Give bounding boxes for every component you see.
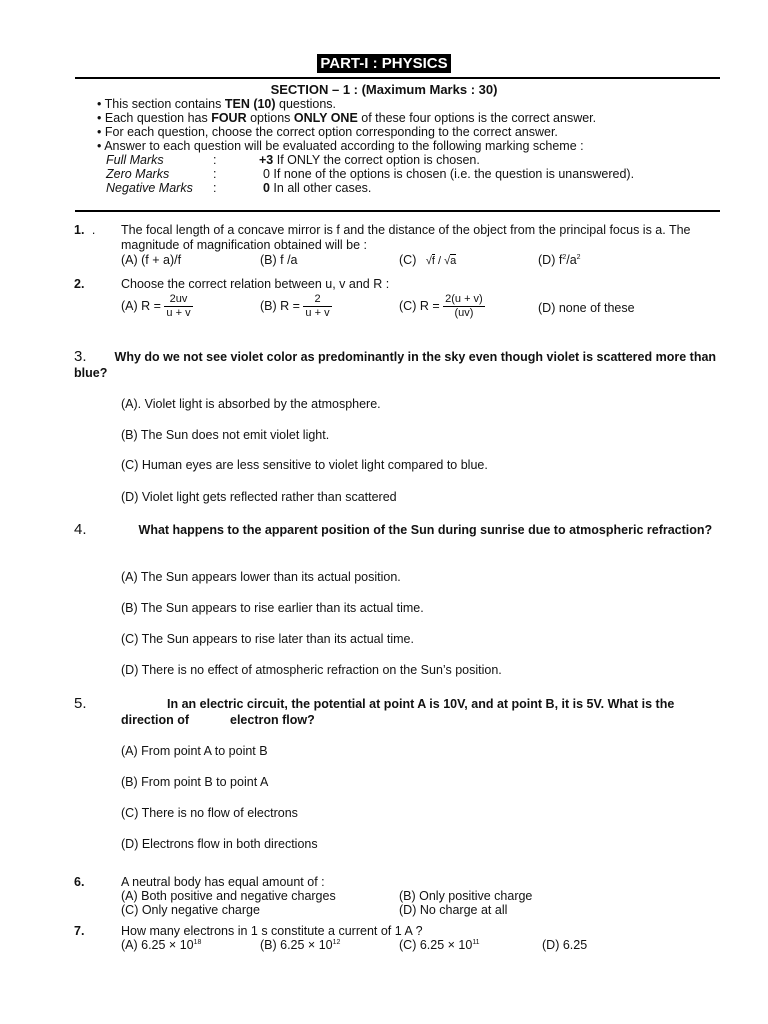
sqrt-icon: √f / √a [425,255,457,267]
marking-label: Zero Marks [106,167,170,181]
instruction-2: • Each question has FOUR options ONLY ONE of these four options is the correct answer. [97,111,597,125]
q7-option-a: (A) $6.25 \times 10^{18}$ [121,938,202,952]
marking-value: 0 In all other cases. [263,181,372,195]
question-2-text: Choose the correct relation between u, v and R : [121,277,390,291]
q5-option-c: (C) There is no flow of electrons [121,806,298,820]
instruction-1: • This section contains TEN (10) questions. [97,97,337,111]
q3-option-a: (A). Violet light is absorbed by the atmosphere. [121,397,381,411]
marking-label: Full Marks [106,153,164,167]
marking-colon: : [213,181,217,195]
q1-option-d: (D) $f^2/a^2$ [538,253,581,267]
q3-option-c: (C) Human eyes are less sensitive to violet light compared to blue. [121,458,488,472]
marking-colon: : [213,167,217,181]
q4-option-d: (D) There is no effect of atmospheric refraction on the Sun’s position. [121,663,502,677]
q6-option-c: (C) Only negative charge [121,903,260,917]
q7-option-d: (D) 6.25 [542,938,588,952]
question-4-text: 4. What happens to the apparent position of the Sun during sunrise due to atmospheric refraction? [74,521,713,538]
question-7-number: 7. [74,924,85,938]
section-title: SECTION – 1 : (Maximum Marks : 30) [270,82,498,97]
marking-label: Negative Marks [106,181,193,195]
top-rule [75,77,720,79]
q4-option-a: (A) The Sun appears lower than its actual position. [121,570,401,584]
q5-option-a: (A) From point A to point B [121,744,268,758]
q6-option-d: (D) No charge at all [399,903,508,917]
q5-option-d: (D) Electrons flow in both directions [121,837,318,851]
q7-option-c: (C) $6.25 \times 10^{11}$ [399,938,480,952]
question-2-number: 2. [74,277,85,291]
question-5-number: 5. [74,695,87,712]
marking-colon: : [213,153,217,167]
section-rule [75,210,720,212]
q6-option-a: (A) Both positive and negative charges [121,889,336,903]
q2-option-c: (C) R = $\frac{2(u + v)}{(uv)}$ [399,293,483,319]
question-5-text-line1: In an electric circuit, the potential at point A is 10V, and at point B, it is 5V. What is the [167,697,675,711]
q2-option-b: (B) R = $\frac{2}{u + v}$ [260,293,330,319]
q7-option-b: (B) $6.25 \times 10^{12}$ [260,938,341,952]
question-5-text-line2b: electron flow? [230,713,315,727]
q2-option-a: (A) R = $\frac{2uv}{u + v}$ [121,293,191,319]
q1-option-b: (B) f /a [260,253,298,267]
q4-option-b: (B) The Sun appears to rise earlier than its actual time. [121,601,424,615]
part-title: PART-I : PHYSICS [0,55,768,72]
question-1-number: 1. . [74,223,96,237]
instruction-3: • For each question, choose the correct option corresponding to the correct answer. [97,125,558,139]
q2-option-d: (D) none of these [538,301,635,315]
q6-option-b: (B) Only positive charge [399,889,533,903]
q1-option-c: (C) √f / √a [399,253,457,267]
q4-option-c: (C) The Sun appears to rise later than its actual time. [121,632,414,646]
q3-option-b: (B) The Sun does not emit violet light. [121,428,330,442]
instruction-4: • Answer to each question will be evaluated according to the following marking scheme : [97,139,584,153]
q1-option-a: (A) (f + a)/f [121,253,182,267]
question-5-text-line2a: direction of [121,713,190,727]
question-3-text: 3. Why do we not see violet color as predominantly in the sky even though violet is scattered more than blue? [74,348,717,380]
question-6-number: 6. [74,875,85,889]
question-1-text: The focal length of a concave mirror is f and the distance of the object from the principal focus is a. The magnitude of magnification obtained will be : [121,223,691,252]
q5-option-b: (B) From point B to point A [121,775,269,789]
marking-value: 0 If none of the options is chosen (i.e. the question is unanswered). [263,167,635,181]
marking-value: +3 If ONLY the correct option is chosen. [259,153,480,167]
question-7-text: How many electrons in 1 s constitute a current of 1 A ? [121,924,423,938]
q3-option-d: (D) Violet light gets reflected rather than scattered [121,490,397,504]
question-6-text: A neutral body has equal amount of : [121,875,325,889]
